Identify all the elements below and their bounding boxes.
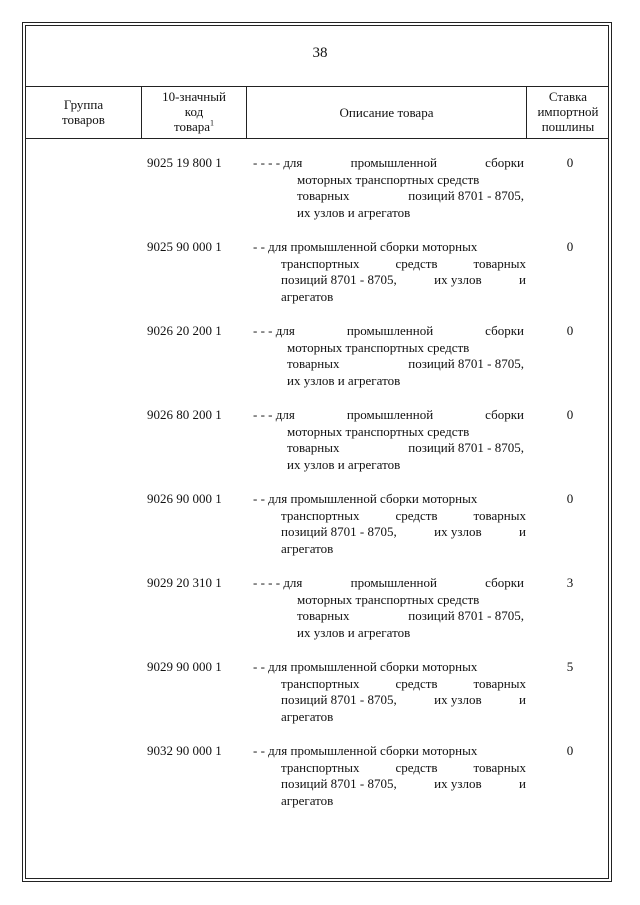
description-word: позиций 8701 - 8705, (281, 776, 397, 791)
description-word: сборки (485, 323, 524, 338)
import-duty-rate: 0 (566, 323, 574, 338)
description-word: товарных (473, 507, 526, 523)
description-word: моторных транспортных средств (287, 423, 470, 439)
goods-code: 9029 20 310 1 (147, 575, 222, 590)
description-line (297, 205, 524, 222)
header-code: 10-значный код товара$^1$ (162, 89, 226, 134)
description-line (253, 491, 526, 508)
header-group: Группа товаров (62, 97, 105, 127)
description-line (287, 424, 524, 441)
description-line (253, 659, 526, 676)
description-line (281, 776, 526, 793)
import-duty-rate: 0 (566, 743, 574, 758)
description-word: товарных (473, 759, 526, 775)
goods-description (253, 575, 524, 641)
description-word: средств (395, 255, 438, 271)
description-line (281, 524, 526, 541)
description-word: сборки (485, 575, 524, 590)
description-line (281, 289, 526, 306)
description-word: товарных (297, 188, 350, 203)
goods-code: 9025 90 000 1 (147, 239, 222, 254)
description-line (281, 508, 526, 525)
description-word: - - - - для (253, 155, 303, 170)
description-line (281, 793, 526, 810)
description-word: товарных (473, 675, 526, 691)
header-rate: Ставка импортной пошлины (537, 89, 599, 134)
description-word: их узлов (434, 776, 482, 791)
description-word: сборки (485, 407, 524, 422)
description-word: их узлов (434, 272, 482, 287)
goods-code: 9032 90 000 1 (147, 743, 222, 758)
description-word: и (519, 776, 526, 791)
description-line (287, 373, 524, 390)
goods-code: 9025 19 800 1 (147, 155, 222, 170)
description-word: их узлов (434, 524, 482, 539)
description-line (253, 155, 524, 172)
description-word: позиций 8701 - 8705, (408, 440, 524, 455)
description-word: позиций 8701 - 8705, (408, 188, 524, 203)
description-word: промышленной (350, 155, 437, 170)
description-word: их узлов (434, 692, 482, 707)
description-word: - - для промышленной сборки моторных (253, 491, 478, 506)
description-line (281, 692, 526, 709)
description-word: товарных (473, 255, 526, 271)
description-line (281, 709, 526, 726)
header-description: Описание товара (339, 105, 434, 120)
description-line (253, 407, 524, 424)
goods-description (253, 491, 526, 557)
description-word: моторных транспортных средств (287, 339, 470, 355)
description-word: сборки (485, 155, 524, 170)
description-word: товарных (297, 608, 350, 623)
goods-description (253, 323, 524, 389)
description-word: агрегатов (281, 708, 334, 724)
description-word: средств (395, 759, 438, 775)
description-word: средств (395, 675, 438, 691)
description-line (281, 541, 526, 558)
description-word: - - для промышленной сборки моторных (253, 743, 478, 758)
goods-code: 9026 80 200 1 (147, 407, 222, 422)
description-word: транспортных (281, 507, 360, 523)
description-word: агрегатов (281, 288, 334, 304)
description-line (253, 575, 524, 592)
description-line (287, 340, 524, 357)
header-top-rule (25, 86, 609, 87)
description-word: позиций 8701 - 8705, (408, 356, 524, 371)
description-word: их узлов и агрегатов (297, 204, 411, 220)
description-line (281, 272, 526, 289)
description-line (297, 625, 524, 642)
description-word: промышленной (350, 575, 437, 590)
description-line (253, 239, 526, 256)
description-word: транспортных (281, 759, 360, 775)
description-line (281, 760, 526, 777)
import-duty-rate: 0 (566, 239, 574, 254)
description-word: - - для промышленной сборки моторных (253, 659, 478, 674)
header-bottom-rule (25, 138, 609, 139)
description-word: товарных (287, 356, 340, 371)
description-line (287, 356, 524, 373)
description-word: позиций 8701 - 8705, (281, 272, 397, 287)
description-word: средств (395, 507, 438, 523)
description-line (297, 608, 524, 625)
description-word: промышленной (346, 407, 434, 422)
description-line (287, 440, 524, 457)
import-duty-rate: 0 (566, 491, 574, 506)
description-word: промышленной (346, 323, 434, 338)
goods-code: 9029 90 000 1 (147, 659, 222, 674)
description-line (281, 256, 526, 273)
description-line (253, 743, 526, 760)
description-word: транспортных (281, 255, 360, 271)
description-line (297, 188, 524, 205)
description-word: их узлов и агрегатов (287, 372, 401, 388)
description-word: - - - для (253, 323, 295, 338)
description-word: их узлов и агрегатов (297, 624, 411, 640)
goods-description (253, 239, 526, 305)
description-word: позиций 8701 - 8705, (281, 524, 397, 539)
goods-description (253, 659, 526, 725)
description-word: и (519, 524, 526, 539)
goods-description (253, 155, 524, 221)
footnote-marker: 1 (210, 118, 215, 128)
description-word: их узлов и агрегатов (287, 456, 401, 472)
description-word: - - для промышленной сборки моторных (253, 239, 478, 254)
description-line (297, 172, 524, 189)
description-word: и (519, 692, 526, 707)
description-word: - - - для (253, 407, 295, 422)
description-word: транспортных (281, 675, 360, 691)
import-duty-rate: 0 (566, 407, 574, 422)
description-word: товарных (287, 440, 340, 455)
description-word: агрегатов (281, 792, 334, 808)
description-line (287, 457, 524, 474)
description-line (253, 323, 524, 340)
description-line (281, 676, 526, 693)
import-duty-rate: 5 (566, 659, 574, 674)
description-word: позиций 8701 - 8705, (408, 608, 524, 623)
goods-code: 9026 20 200 1 (147, 323, 222, 338)
description-word: моторных транспортных средств (297, 171, 480, 187)
import-duty-rate: 0 (566, 155, 574, 170)
import-duty-rate: 3 (566, 575, 574, 590)
goods-code: 9026 90 000 1 (147, 491, 222, 506)
description-line (297, 592, 524, 609)
description-word: - - - - для (253, 575, 303, 590)
description-word: агрегатов (281, 540, 334, 556)
page-number: 38 (312, 45, 328, 61)
goods-description (253, 743, 526, 809)
description-word: моторных транспортных средств (297, 591, 480, 607)
description-word: и (519, 272, 526, 287)
goods-description (253, 407, 524, 473)
description-word: позиций 8701 - 8705, (281, 692, 397, 707)
